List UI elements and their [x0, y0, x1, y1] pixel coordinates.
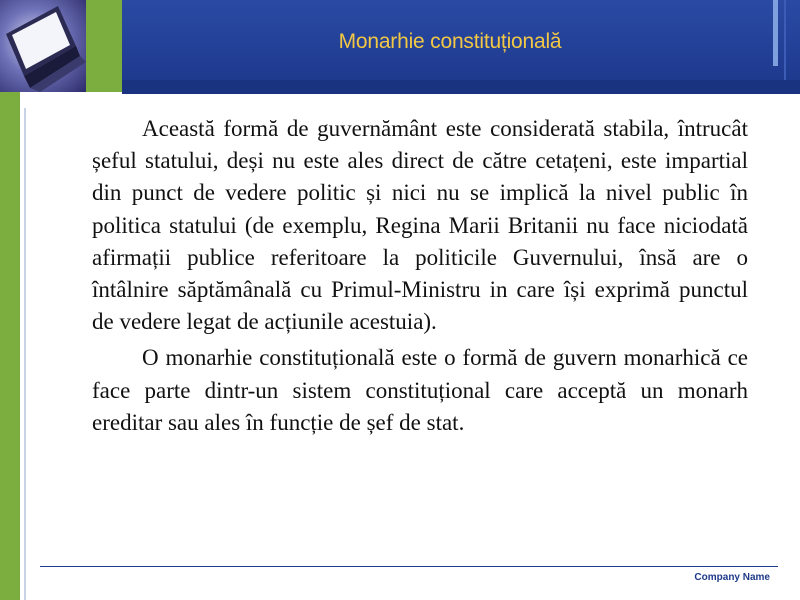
computer-monitor-icon — [0, 0, 86, 92]
footer-divider — [40, 566, 778, 567]
header-accent-line — [784, 0, 786, 80]
slide-body — [92, 113, 748, 443]
left-thin-line — [24, 108, 26, 600]
header-accent-bar — [773, 0, 778, 66]
paragraph-definition: O monarhie constituțională este o formă de guvern monarhică ce face parte dintr-un sistem constituțional care acceptă un monarh ereditar sau ales în funcție de șef de stat. — [92, 345, 748, 435]
company-name: Company Name — [694, 572, 770, 583]
paragraph-stability: Această formă de guvernământ este considerată stabila, întrucât șeful statului, deși nu este ales direct de către cetațeni, este impartial din punct de vedere politic și nici nu se implică la nivel public în politica statului (de exemplu, Regina Marii Britanii nu face niciodată afirmații publice referitoare la politicile Guvernului, însă are o întâlnire săptămânală cu Primul-Ministru in care își exprimă punctul de vedere legat de acțiunile acestuia). — [92, 116, 748, 335]
header-underband — [122, 80, 800, 94]
header-green-block — [86, 0, 122, 92]
left-green-strip — [0, 92, 20, 600]
slide-title: Monarhie constituțională — [338, 30, 562, 53]
